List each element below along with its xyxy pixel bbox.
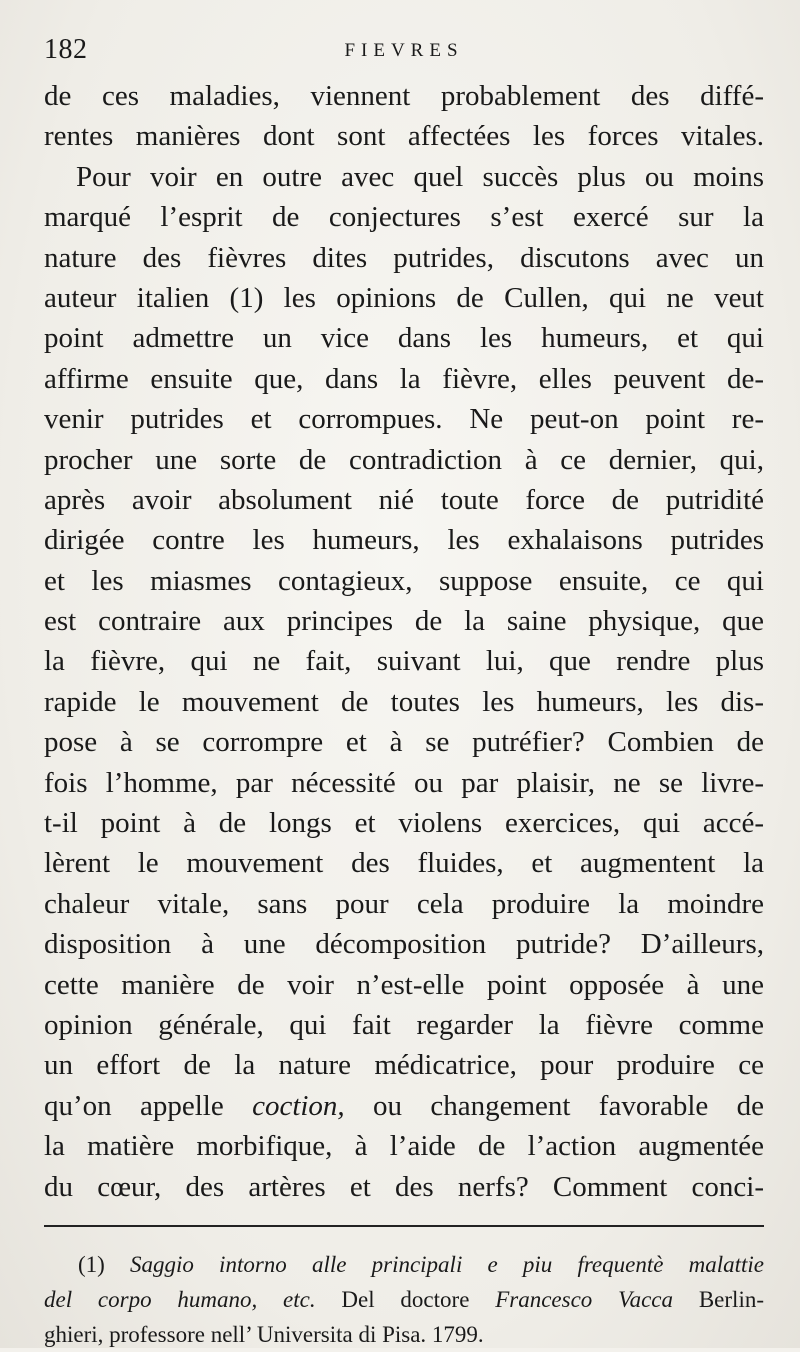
text-line: la fièvre, qui ne fait, suivant lui, que rendre plus bbox=[44, 645, 764, 678]
running-head bbox=[44, 28, 764, 72]
text-line: de ces maladies, viennent probablement des diffé- bbox=[44, 80, 764, 112]
text-line: un effort de la nature médicatrice, pour produire ce bbox=[44, 1049, 764, 1082]
footnote-title: Saggio intorno alle principali e piu frequentè malattie bbox=[130, 1251, 764, 1277]
text-line: marqué l’esprit de conjectures s’est exercé sur la bbox=[44, 201, 764, 234]
footnote-text: Berlin- bbox=[673, 1286, 764, 1312]
page-number: 182 bbox=[44, 34, 88, 65]
text-line: du cœur, des artères et des nerfs? Comment conci- bbox=[44, 1170, 764, 1203]
text-line: la matière morbifique, à l’aide de l’action augmentée bbox=[44, 1130, 764, 1163]
footnote-title-cont: del corpo humano, etc. bbox=[44, 1286, 316, 1312]
footnote-text: Del doctore bbox=[315, 1286, 496, 1312]
text-line: venir putrides et corrompues. Ne peut-on point re- bbox=[44, 403, 764, 436]
footnote-marker: (1) bbox=[78, 1251, 130, 1277]
text-line: chaleur vitale, sans pour cela produire la moindre bbox=[44, 887, 764, 920]
text-line: cette manière de voir n’est-elle point opposée à une bbox=[44, 968, 764, 1001]
text-line: et les miasmes contagieux, suppose ensuite, ce qui bbox=[44, 564, 764, 597]
text-line: rapide le mouvement de toutes les humeurs, les dis- bbox=[44, 685, 764, 718]
text-line: rentes manières dont sont affectées les forces vitales. bbox=[44, 120, 764, 153]
text-line: t-il point à de longs et violens exercices, qui accé- bbox=[44, 807, 764, 840]
footnote-author: Francesco Vacca bbox=[495, 1286, 674, 1312]
text-line: pose à se corrompre et à se putréfier? Combien de bbox=[44, 726, 764, 759]
text-line: procher une sorte de contradiction à ce dernier, qui, bbox=[44, 443, 764, 476]
text-segment: qu’on appelle bbox=[44, 1089, 253, 1122]
running-title: FIEVRES bbox=[344, 40, 464, 61]
text-line: est contraire aux principes de la saine physique, que bbox=[44, 605, 764, 638]
footnote-line bbox=[44, 1247, 764, 1282]
text-line: auteur italien (1) les opinions de Cullen, qui ne veut bbox=[44, 281, 764, 314]
text-line: point admettre un vice dans les humeurs, et qui bbox=[44, 322, 764, 355]
text-line: disposition à une décomposition putride? D’ailleurs, bbox=[44, 928, 764, 961]
text-segment: ou changement favorable de bbox=[344, 1089, 765, 1122]
text-line: après avoir absolument nié toute force de putridité bbox=[44, 483, 764, 516]
footnote-line: ghieri, professore nell’ Universita di Pisa. 1799. bbox=[44, 1321, 484, 1347]
text-line: dirigée contre les humeurs, les exhalaisons putrides bbox=[44, 524, 764, 557]
text-line: affirme ensuite que, dans la fièvre, elles peuvent de- bbox=[44, 362, 764, 395]
footnote-line bbox=[44, 1282, 764, 1317]
text-line: opinion générale, qui fait regarder la fièvre comme bbox=[44, 1008, 764, 1041]
text-line: fois l’homme, par nécessité ou par plaisir, ne se livre- bbox=[44, 766, 764, 799]
text-line: Pour voir en outre avec quel succès plus ou moins bbox=[76, 160, 764, 193]
footnote bbox=[44, 1247, 764, 1352]
footnote-rule bbox=[44, 1225, 764, 1227]
italic-term: coction, bbox=[252, 1089, 345, 1122]
text-line: lèrent le mouvement des fluides, et augmentent la bbox=[44, 847, 764, 880]
text-line: nature des fièvres dites putrides, discutons avec un bbox=[44, 241, 764, 274]
text-line bbox=[44, 1086, 764, 1126]
main-text bbox=[44, 76, 764, 1207]
